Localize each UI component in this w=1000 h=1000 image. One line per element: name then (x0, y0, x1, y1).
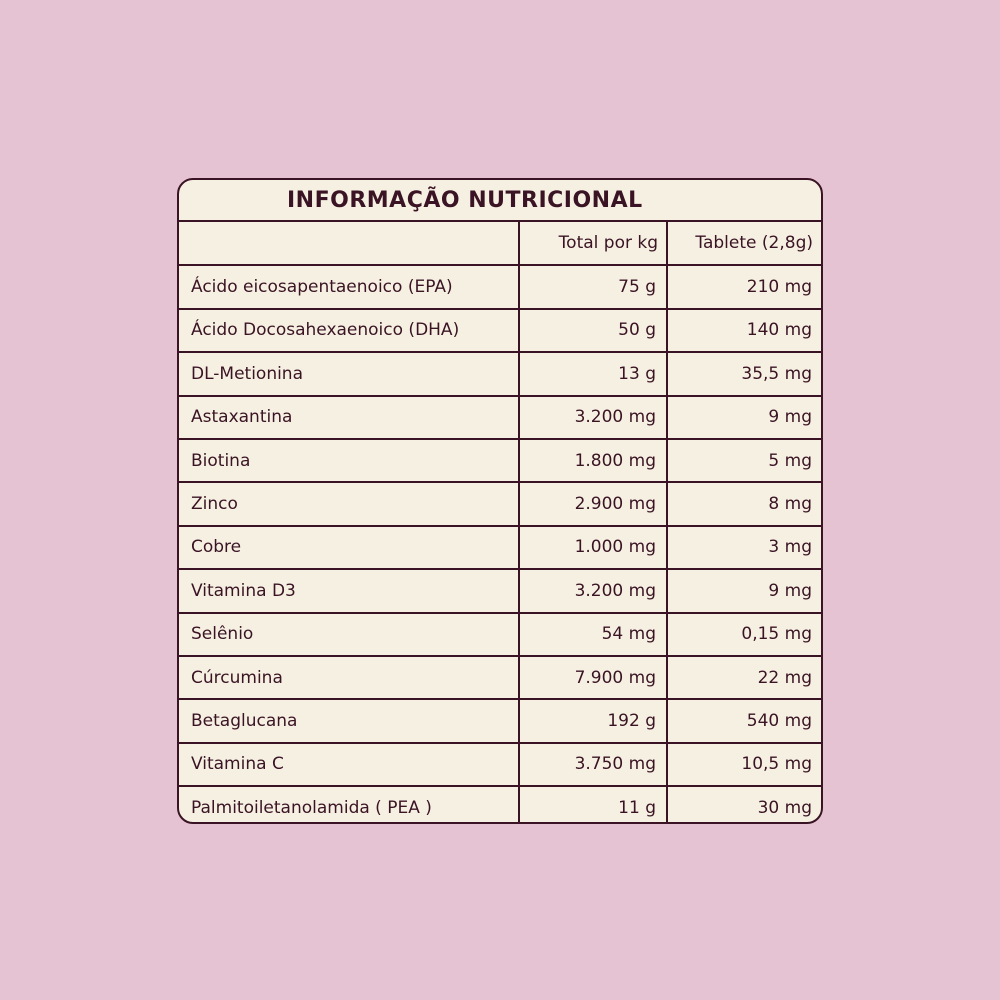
table-row (179, 309, 821, 352)
nutrient-name: Biotina (179, 439, 519, 482)
total-per-kg-value: 11 g (519, 786, 667, 824)
nutrient-name: Ácido Docosahexaenoico (DHA) (179, 309, 519, 352)
per-tablet-value: 35,5 mg (667, 352, 821, 395)
table-row (179, 482, 821, 525)
total-per-kg-value: 2.900 mg (519, 482, 667, 525)
total-per-kg-value: 1.800 mg (519, 439, 667, 482)
table-row (179, 656, 821, 699)
total-per-kg-value: 75 g (519, 265, 667, 308)
table-row (179, 352, 821, 395)
per-tablet-value: 8 mg (667, 482, 821, 525)
table-row (179, 786, 821, 824)
header-per-tablet: Tablete (2,8g) (695, 233, 813, 254)
per-tablet-value: 140 mg (667, 309, 821, 352)
total-per-kg-value: 1.000 mg (519, 526, 667, 569)
table-row (179, 265, 821, 308)
nutrient-name: Palmitoiletanolamida ( PEA ) (179, 786, 519, 824)
table-row (179, 743, 821, 786)
per-tablet-value: 9 mg (667, 569, 821, 612)
per-tablet-value: 0,15 mg (667, 613, 821, 656)
per-tablet-value: 30 mg (667, 786, 821, 824)
per-tablet-value: 210 mg (667, 265, 821, 308)
nutrient-name: Astaxantina (179, 396, 519, 439)
total-per-kg-value: 13 g (519, 352, 667, 395)
nutrition-table (179, 222, 821, 824)
per-tablet-value: 3 mg (667, 526, 821, 569)
per-tablet-value: 22 mg (667, 656, 821, 699)
total-per-kg-value: 54 mg (519, 613, 667, 656)
table-row (179, 699, 821, 742)
header-nutrient (179, 222, 519, 265)
total-per-kg-value: 3.200 mg (519, 396, 667, 439)
title-bar (179, 180, 821, 222)
per-tablet-value: 5 mg (667, 439, 821, 482)
nutrient-name: DL-Metionina (179, 352, 519, 395)
table-row (179, 613, 821, 656)
nutrient-name: Cobre (179, 526, 519, 569)
nutrient-name: Vitamina D3 (179, 569, 519, 612)
nutrient-name: Ácido eicosapentaenoico (EPA) (179, 265, 519, 308)
total-per-kg-value: 3.750 mg (519, 743, 667, 786)
nutrient-name: Cúrcumina (179, 656, 519, 699)
nutrient-name: Betaglucana (179, 699, 519, 742)
per-tablet-value: 540 mg (667, 699, 821, 742)
header-total-per-kg: Total por kg (519, 222, 667, 265)
nutrition-facts-panel (177, 178, 823, 824)
table-header-row (179, 222, 821, 265)
total-per-kg-value: 192 g (519, 699, 667, 742)
total-per-kg-value: 3.200 mg (519, 569, 667, 612)
total-per-kg-value: 7.900 mg (519, 656, 667, 699)
total-per-kg-value: 50 g (519, 309, 667, 352)
nutrient-name: Selênio (179, 613, 519, 656)
per-tablet-value: 10,5 mg (667, 743, 821, 786)
table-row (179, 439, 821, 482)
per-tablet-value: 9 mg (667, 396, 821, 439)
nutrient-name: Vitamina C (179, 743, 519, 786)
table-row (179, 396, 821, 439)
nutrient-name: Zinco (179, 482, 519, 525)
table-row (179, 526, 821, 569)
panel-title: INFORMAÇÃO NUTRICIONAL (287, 188, 643, 213)
nutrition-table-body (179, 222, 821, 824)
table-row (179, 569, 821, 612)
